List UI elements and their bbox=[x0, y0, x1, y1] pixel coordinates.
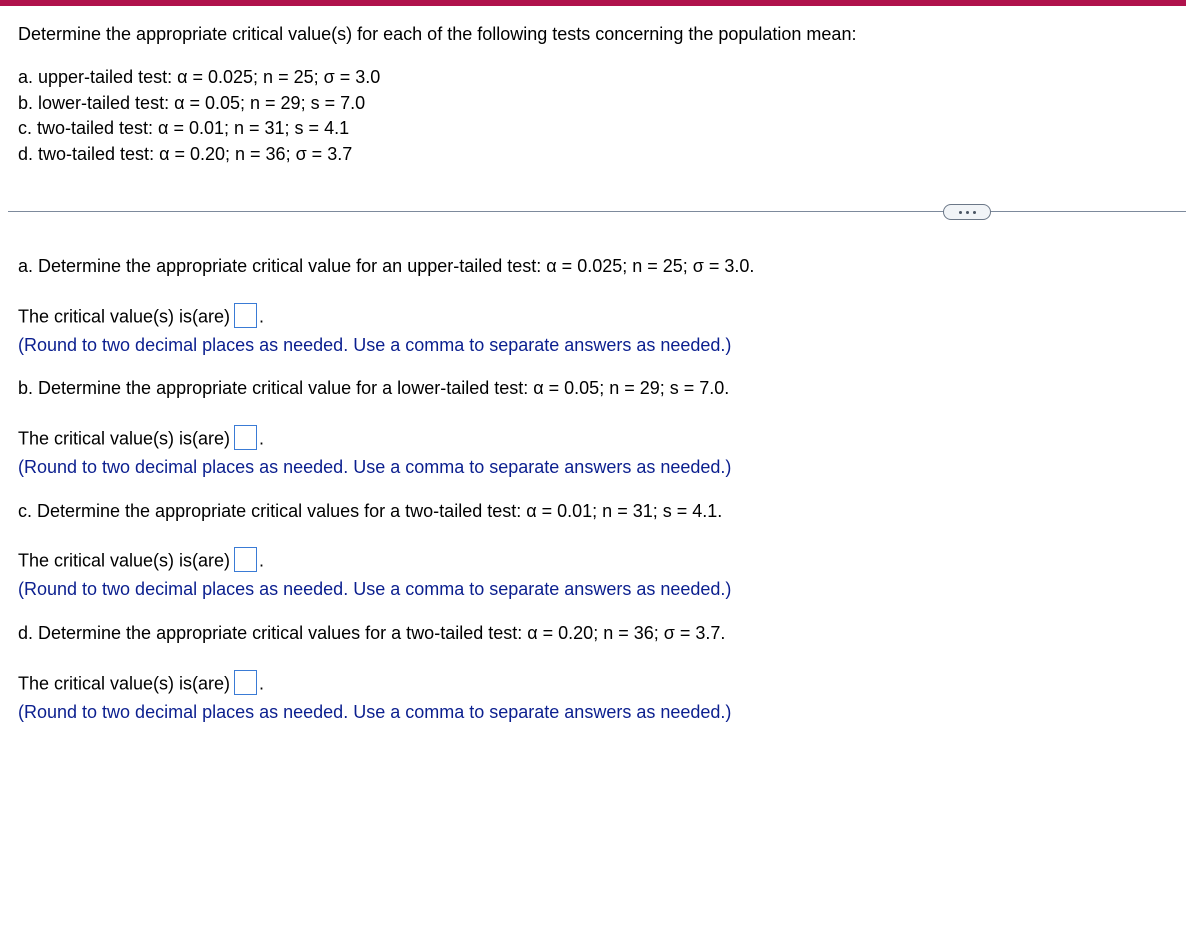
period: . bbox=[259, 550, 265, 571]
answer-input-a[interactable] bbox=[234, 303, 257, 328]
answer-row-c bbox=[18, 549, 264, 574]
answer-input-b[interactable] bbox=[234, 425, 257, 450]
answer-label: The critical value(s) is(are) bbox=[18, 673, 231, 694]
answer-label: The critical value(s) is(are) bbox=[18, 306, 231, 327]
test-c: c. two-tailed test: α = 0.01; n = 31; s = 4.1 bbox=[18, 118, 350, 138]
intro-text: Determine the appropriate critical value(s) for each of the following tests concerning the population mean: bbox=[18, 24, 857, 44]
period: . bbox=[259, 428, 265, 449]
top-accent-bar bbox=[0, 0, 1186, 6]
answer-input-d[interactable] bbox=[234, 670, 257, 695]
question-b: b. Determine the appropriate critical value for a lower-tailed test: α = 0.05; n = 29; s = 7.0. bbox=[18, 378, 730, 398]
hint-d: (Round to two decimal places as needed. Use a comma to separate answers as needed.) bbox=[18, 702, 732, 722]
more-options-button[interactable] bbox=[943, 204, 991, 220]
test-b: b. lower-tailed test: α = 0.05; n = 29; s = 7.0 bbox=[18, 93, 366, 113]
dot-icon bbox=[959, 211, 962, 214]
dot-icon bbox=[966, 211, 969, 214]
answer-row-d bbox=[18, 672, 264, 697]
hint-a: (Round to two decimal places as needed. Use a comma to separate answers as needed.) bbox=[18, 335, 732, 355]
answer-row-a bbox=[18, 305, 264, 330]
question-d: d. Determine the appropriate critical values for a two-tailed test: α = 0.20; n = 36; σ = 3.7. bbox=[18, 623, 726, 643]
divider bbox=[8, 211, 1186, 212]
question-a: a. Determine the appropriate critical value for an upper-tailed test: α = 0.025; n = 25; σ = 3.0. bbox=[18, 256, 755, 276]
dot-icon bbox=[973, 211, 976, 214]
answer-input-c[interactable] bbox=[234, 547, 257, 572]
hint-b: (Round to two decimal places as needed. Use a comma to separate answers as needed.) bbox=[18, 457, 732, 477]
answer-label: The critical value(s) is(are) bbox=[18, 428, 231, 449]
answer-label: The critical value(s) is(are) bbox=[18, 550, 231, 571]
period: . bbox=[259, 306, 265, 327]
test-d: d. two-tailed test: α = 0.20; n = 36; σ = 3.7 bbox=[18, 144, 353, 164]
answer-row-b bbox=[18, 427, 264, 452]
period: . bbox=[259, 673, 265, 694]
question-c: c. Determine the appropriate critical values for a two-tailed test: α = 0.01; n = 31; s = 4.1. bbox=[18, 501, 723, 521]
test-a: a. upper-tailed test: α = 0.025; n = 25; σ = 3.0 bbox=[18, 67, 381, 87]
hint-c: (Round to two decimal places as needed. Use a comma to separate answers as needed.) bbox=[18, 579, 732, 599]
